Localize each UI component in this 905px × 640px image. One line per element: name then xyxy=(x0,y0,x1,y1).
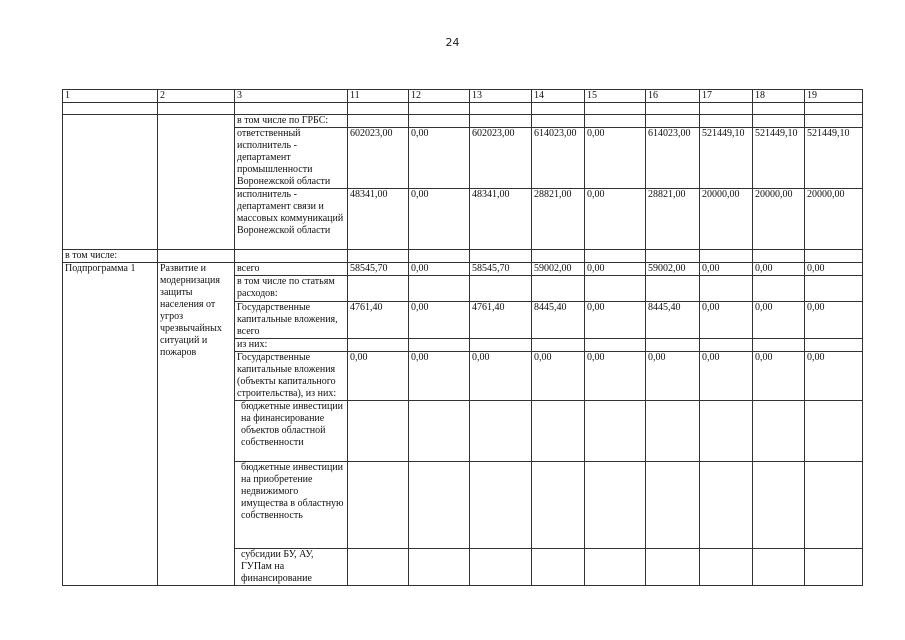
empty-cell xyxy=(409,115,470,128)
empty-cell xyxy=(409,276,470,302)
empty-cell xyxy=(700,401,753,462)
empty-cell xyxy=(409,103,470,115)
empty-cell xyxy=(646,103,700,115)
value-cell: 614023,00 xyxy=(532,128,585,189)
empty-cell xyxy=(646,462,700,549)
empty-cell xyxy=(532,339,585,352)
value-cell: 0,00 xyxy=(585,352,646,401)
empty-cell xyxy=(532,115,585,128)
empty-cell xyxy=(348,250,409,263)
column-header: 15 xyxy=(585,90,646,103)
value-cell: 0,00 xyxy=(805,263,863,276)
value-cell: 0,00 xyxy=(700,302,753,339)
empty-cell xyxy=(348,276,409,302)
subprogram-title: Развитие и модернизация защиты населения от угроз чрезвычайных ситуаций и пожаров xyxy=(158,263,235,586)
empty-cell xyxy=(585,549,646,586)
value-cell: 0,00 xyxy=(700,352,753,401)
empty-cell xyxy=(470,401,532,462)
expense-label: бюджетные инвестиции на приобретение недвижимого имущества в областную собственность xyxy=(235,462,348,549)
value-cell: 521449,10 xyxy=(753,128,805,189)
column-header: 3 xyxy=(235,90,348,103)
value-cell: 28821,00 xyxy=(532,189,585,250)
empty-cell xyxy=(646,250,700,263)
table-body xyxy=(63,90,863,586)
empty-cell xyxy=(348,115,409,128)
empty-cell xyxy=(585,276,646,302)
expense-label: из них: xyxy=(235,339,348,352)
empty-cell xyxy=(158,115,235,250)
value-cell: 20000,00 xyxy=(700,189,753,250)
empty-cell xyxy=(532,103,585,115)
empty-cell xyxy=(700,250,753,263)
empty-cell xyxy=(235,103,348,115)
empty-cell xyxy=(805,115,863,128)
value-cell: 0,00 xyxy=(585,263,646,276)
empty-cell xyxy=(63,115,158,250)
empty-cell xyxy=(235,250,348,263)
value-cell: 0,00 xyxy=(805,302,863,339)
empty-cell xyxy=(348,462,409,549)
empty-cell xyxy=(700,103,753,115)
empty-cell xyxy=(753,339,805,352)
value-cell: 48341,00 xyxy=(470,189,532,250)
empty-cell xyxy=(805,339,863,352)
executor-label: исполнитель - департамент связи и массовых коммуникаций Воронежской области xyxy=(235,189,348,250)
empty-cell xyxy=(805,103,863,115)
header-row xyxy=(63,90,863,103)
empty-cell xyxy=(158,250,235,263)
section-label: в том числе: xyxy=(63,250,158,263)
empty-cell xyxy=(753,401,805,462)
expense-label: Государственные капитальные вложения (объекты капитального строительства), из них: xyxy=(235,352,348,401)
empty-cell xyxy=(532,462,585,549)
value-cell: 0,00 xyxy=(470,352,532,401)
expense-label: всего xyxy=(235,263,348,276)
column-header: 17 xyxy=(700,90,753,103)
value-cell: 8445,40 xyxy=(532,302,585,339)
value-cell: 0,00 xyxy=(753,352,805,401)
value-cell: 28821,00 xyxy=(646,189,700,250)
empty-cell xyxy=(409,549,470,586)
column-header: 14 xyxy=(532,90,585,103)
value-cell: 614023,00 xyxy=(646,128,700,189)
grbs-label-row xyxy=(63,115,863,128)
subprogram-row xyxy=(63,263,863,276)
value-cell: 59002,00 xyxy=(532,263,585,276)
value-cell: 0,00 xyxy=(646,352,700,401)
empty-cell xyxy=(532,549,585,586)
column-header: 18 xyxy=(753,90,805,103)
blank-row xyxy=(63,103,863,115)
empty-cell xyxy=(700,549,753,586)
empty-cell xyxy=(753,462,805,549)
empty-cell xyxy=(532,276,585,302)
empty-cell xyxy=(753,115,805,128)
value-cell: 0,00 xyxy=(409,263,470,276)
empty-cell xyxy=(532,401,585,462)
empty-cell xyxy=(470,115,532,128)
empty-cell xyxy=(409,462,470,549)
value-cell: 0,00 xyxy=(753,302,805,339)
empty-cell xyxy=(700,462,753,549)
column-header: 12 xyxy=(409,90,470,103)
column-header: 2 xyxy=(158,90,235,103)
value-cell: 8445,40 xyxy=(646,302,700,339)
expense-label: в том числе по статьям расходов: xyxy=(235,276,348,302)
value-cell: 0,00 xyxy=(585,189,646,250)
empty-cell xyxy=(158,103,235,115)
empty-cell xyxy=(753,103,805,115)
value-cell: 602023,00 xyxy=(348,128,409,189)
empty-cell xyxy=(585,115,646,128)
value-cell: 0,00 xyxy=(532,352,585,401)
empty-cell xyxy=(348,339,409,352)
empty-cell xyxy=(646,401,700,462)
value-cell: 602023,00 xyxy=(470,128,532,189)
value-cell: 58545,70 xyxy=(470,263,532,276)
empty-cell xyxy=(409,250,470,263)
v-tom-chisle-row xyxy=(63,250,863,263)
column-header: 16 xyxy=(646,90,700,103)
empty-cell xyxy=(409,339,470,352)
empty-cell xyxy=(470,103,532,115)
empty-cell xyxy=(805,549,863,586)
column-header: 19 xyxy=(805,90,863,103)
value-cell: 0,00 xyxy=(753,263,805,276)
empty-cell xyxy=(700,115,753,128)
value-cell: 0,00 xyxy=(409,128,470,189)
column-header: 13 xyxy=(470,90,532,103)
expense-label: бюджетные инвестиции на финансирование объектов областной собственности xyxy=(235,401,348,462)
empty-cell xyxy=(470,250,532,263)
value-cell: 4761,40 xyxy=(348,302,409,339)
empty-cell xyxy=(348,103,409,115)
empty-cell xyxy=(470,276,532,302)
empty-cell xyxy=(646,276,700,302)
empty-cell xyxy=(348,549,409,586)
empty-cell xyxy=(409,401,470,462)
empty-cell xyxy=(805,401,863,462)
empty-cell xyxy=(805,250,863,263)
empty-cell xyxy=(805,462,863,549)
empty-cell xyxy=(532,250,585,263)
value-cell: 0,00 xyxy=(409,352,470,401)
column-header: 1 xyxy=(63,90,158,103)
empty-cell xyxy=(646,115,700,128)
empty-cell xyxy=(585,401,646,462)
empty-cell xyxy=(753,549,805,586)
value-cell: 0,00 xyxy=(805,352,863,401)
page-number: 24 xyxy=(445,36,460,49)
empty-cell xyxy=(470,462,532,549)
subprogram-name: Подпрограмма 1 xyxy=(63,263,158,586)
empty-cell xyxy=(585,462,646,549)
value-cell: 20000,00 xyxy=(753,189,805,250)
expense-label: Государственные капитальные вложения, всего xyxy=(235,302,348,339)
empty-cell xyxy=(753,276,805,302)
value-cell: 48341,00 xyxy=(348,189,409,250)
empty-cell xyxy=(646,549,700,586)
empty-cell xyxy=(753,250,805,263)
column-header: 11 xyxy=(348,90,409,103)
empty-cell xyxy=(805,276,863,302)
value-cell: 59002,00 xyxy=(646,263,700,276)
value-cell: 4761,40 xyxy=(470,302,532,339)
value-cell: 0,00 xyxy=(409,302,470,339)
grbs-label: в том числе по ГРБС: xyxy=(235,115,348,128)
empty-cell xyxy=(700,276,753,302)
executor-label: ответственный исполнитель - департамент промышленности Воронежской области xyxy=(235,128,348,189)
value-cell: 521449,10 xyxy=(700,128,753,189)
empty-cell xyxy=(348,401,409,462)
value-cell: 0,00 xyxy=(700,263,753,276)
value-cell: 0,00 xyxy=(585,302,646,339)
empty-cell xyxy=(585,250,646,263)
empty-cell xyxy=(646,339,700,352)
value-cell: 521449,10 xyxy=(805,128,863,189)
empty-cell xyxy=(63,103,158,115)
value-cell: 0,00 xyxy=(409,189,470,250)
empty-cell xyxy=(470,339,532,352)
empty-cell xyxy=(585,103,646,115)
empty-cell xyxy=(700,339,753,352)
budget-table xyxy=(62,89,863,586)
value-cell: 0,00 xyxy=(348,352,409,401)
value-cell: 58545,70 xyxy=(348,263,409,276)
value-cell: 0,00 xyxy=(585,128,646,189)
empty-cell xyxy=(585,339,646,352)
value-cell: 20000,00 xyxy=(805,189,863,250)
empty-cell xyxy=(470,549,532,586)
expense-label: субсидии БУ, АУ, ГУПам на финансирование xyxy=(235,549,348,586)
